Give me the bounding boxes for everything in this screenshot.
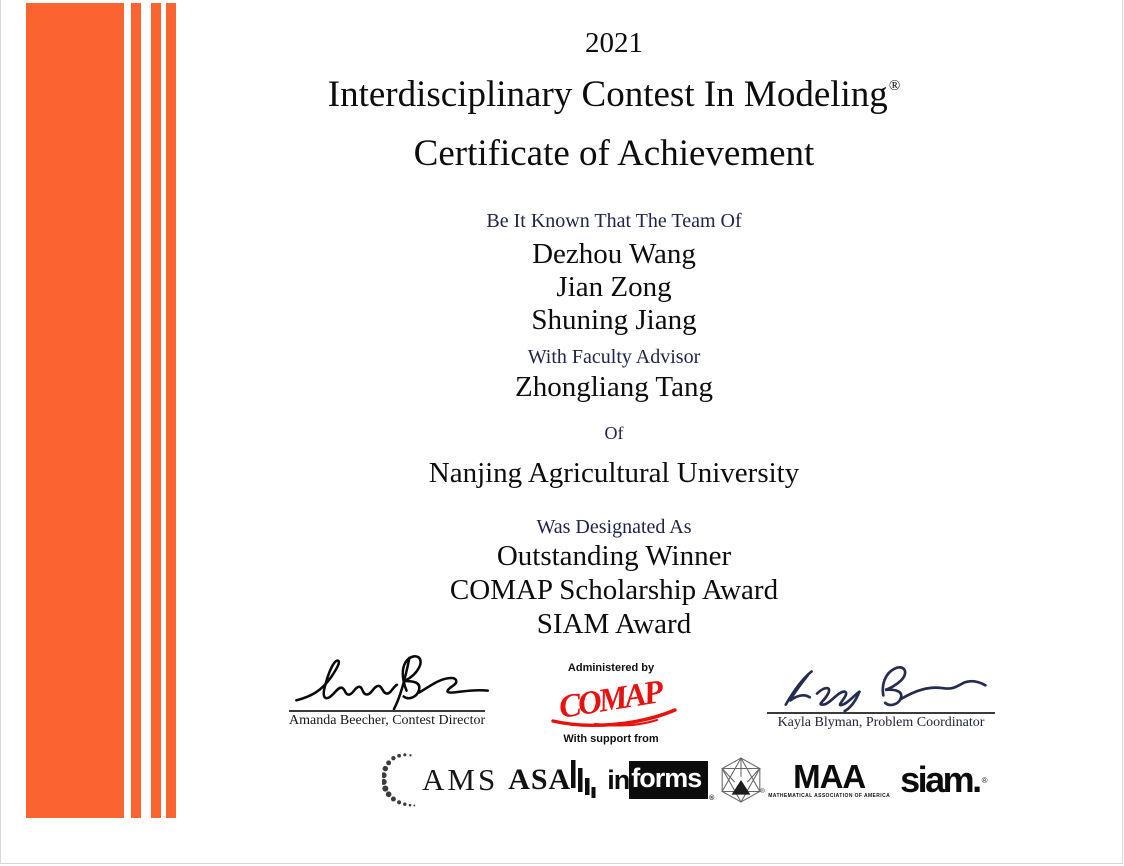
amanda-beecher-signature-icon: [289, 652, 497, 710]
award-name: SIAM Award: [536, 608, 692, 640]
ams-dots-arc-icon: [382, 751, 420, 809]
maa-icosahedron-icon: [718, 757, 764, 803]
signature-line: [289, 710, 485, 712]
orange-stripe-3: [166, 3, 176, 818]
registered-trademark-symbol: ®: [981, 775, 988, 785]
kayla-blyman-signature-icon: [767, 666, 995, 712]
comap-logo: [537, 677, 685, 729]
designation-label: Was Designated As: [536, 516, 692, 538]
orange-banner-bar: [26, 3, 124, 818]
team-member-name: Dezhou Wang: [532, 238, 696, 270]
advisor-name: Zhongliang Tang: [515, 371, 713, 403]
informs-logo-text-forms: forms: [629, 761, 708, 799]
contest-director-signature-block: [289, 652, 485, 728]
maa-logo-text-stack: [768, 757, 891, 799]
award-name: Outstanding Winner: [496, 540, 732, 572]
contest-year: 2021: [585, 27, 643, 59]
administered-by-block: [537, 662, 685, 745]
ams-logo: [382, 751, 498, 809]
problem-coordinator-signature-block: [767, 666, 995, 730]
of-label: Of: [604, 423, 624, 443]
registered-trademark-symbol: ®: [888, 78, 901, 94]
problem-coordinator-caption: Kayla Blyman, Problem Coordinator: [777, 715, 985, 730]
award-name: COMAP Scholarship Award: [449, 574, 779, 606]
certificate-subtitle: Certificate of Achievement: [413, 133, 815, 174]
maa-tagline-text: MATHEMATICAL ASSOCIATION OF AMERICA: [768, 792, 891, 799]
asa-logo-text: ASA: [508, 763, 572, 796]
administered-by-label: Administered by: [567, 662, 655, 674]
asa-bars-icon: [571, 759, 597, 801]
maa-logo: [718, 757, 890, 803]
informs-logo: [607, 761, 715, 802]
siam-logo: [900, 759, 987, 801]
orange-stripe-1: [131, 3, 141, 818]
comap-logo-icon: [537, 677, 685, 729]
team-member-name: Jian Zong: [556, 271, 672, 303]
registered-trademark-symbol: ®: [709, 795, 715, 802]
contest-title: [179, 74, 1049, 117]
institution-name: Nanjing Agricultural University: [428, 457, 800, 489]
informs-logo-text-in: in: [607, 764, 630, 795]
registered-trademark-symbol: ®: [760, 789, 765, 795]
sponsor-logos-row: [382, 748, 988, 812]
advisor-label: With Faculty Advisor: [527, 346, 701, 368]
orange-stripe-2: [151, 3, 161, 818]
contest-director-caption: Amanda Beecher, Contest Director: [289, 713, 486, 728]
with-support-from-label: With support from: [563, 733, 659, 745]
maa-logo-text: MAA: [793, 757, 866, 795]
comap-logo-text: COMAP: [556, 677, 664, 726]
siam-logo-text: siam.: [900, 759, 980, 800]
signature-line: [767, 712, 995, 714]
team-intro-label: Be It Known That The Team Of: [486, 210, 742, 232]
asa-logo: [508, 759, 597, 801]
team-member-name: Shuning Jiang: [531, 304, 697, 336]
contest-title-text: Interdisciplinary Contest In Modeling: [327, 74, 888, 115]
ams-logo-text: AMS: [422, 762, 499, 797]
